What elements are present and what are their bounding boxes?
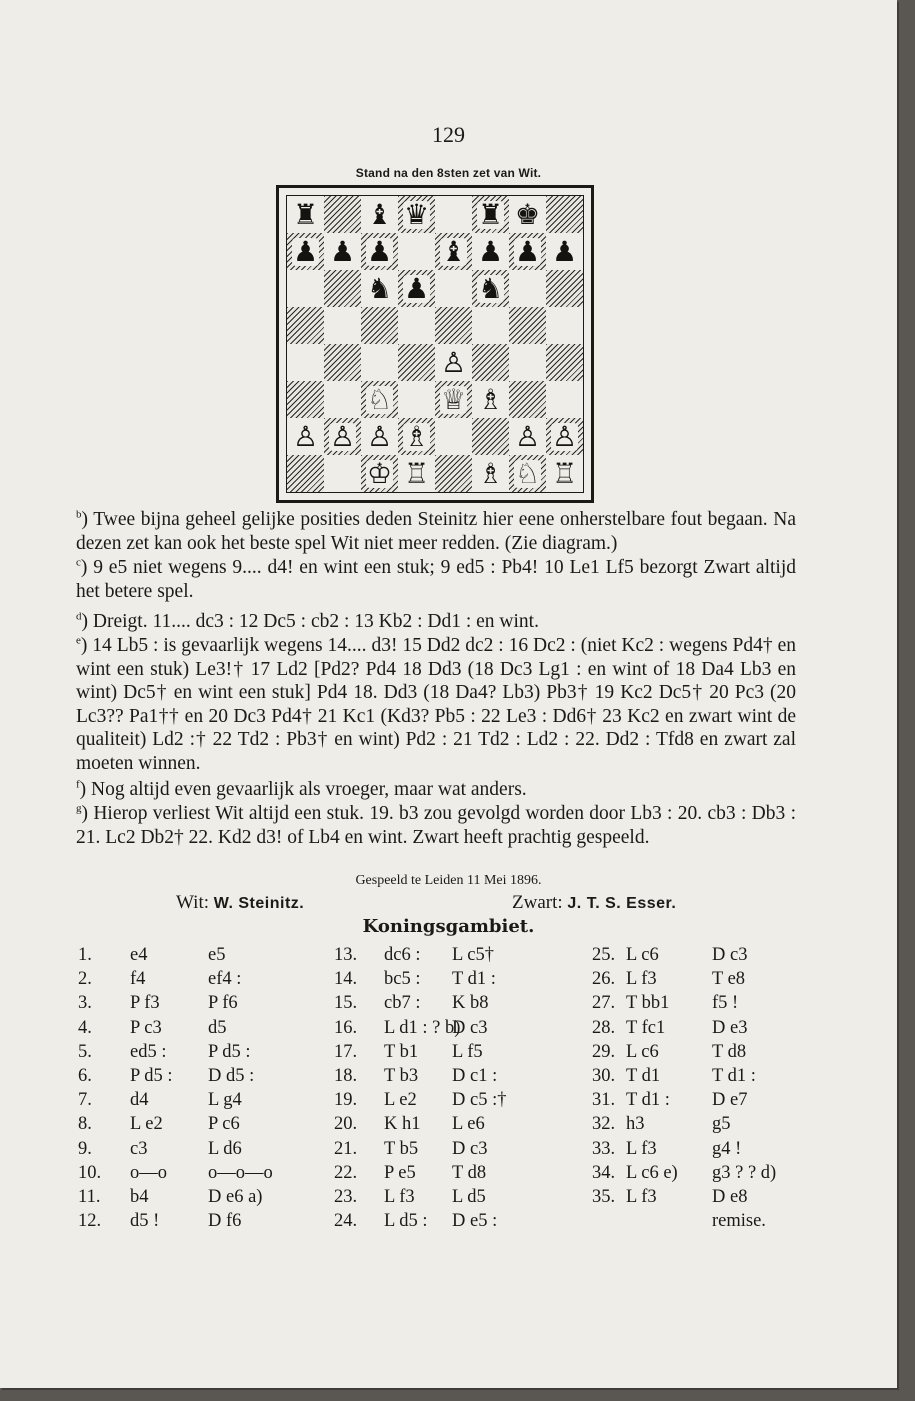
move-number: 3. — [78, 993, 92, 1014]
black-king-icon: ♚ — [514, 197, 541, 231]
black-move: L c5† — [452, 945, 494, 965]
moves-column-1 — [78, 945, 318, 1235]
black-move: D d5 : — [208, 1065, 255, 1086]
square-f5 — [472, 307, 509, 344]
white-move: T b1 — [384, 1041, 419, 1062]
black-move: D c3 — [712, 945, 748, 965]
white-move: o—o — [130, 1162, 167, 1183]
white-move: bc5 : — [384, 969, 421, 990]
move-number: 16. — [334, 1017, 358, 1038]
chessboard — [286, 195, 584, 493]
black-move: L d6 — [208, 1138, 242, 1159]
black-rook-icon: ♜ — [292, 197, 319, 231]
square-h2 — [546, 418, 583, 455]
black-move: T e8 — [712, 969, 746, 990]
white-move: L d5 : — [384, 1211, 428, 1232]
square-e1 — [435, 455, 472, 492]
black-move: D c1 : — [452, 1065, 498, 1086]
move-row — [592, 1066, 812, 1090]
square-d1 — [398, 455, 435, 492]
diagram-caption: Stand na den 8sten zet van Wit. — [355, 166, 542, 180]
white-move: d4 — [130, 1090, 149, 1111]
white-knight-icon: ♘ — [366, 382, 393, 416]
square-e6 — [435, 270, 472, 307]
black-move: T d8 — [452, 1162, 487, 1183]
square-c7 — [361, 233, 398, 270]
square-e4 — [435, 344, 472, 381]
white-move: L f3 — [626, 969, 657, 990]
white-pawn-icon: ♙ — [440, 345, 467, 379]
white-move: P c3 — [130, 1017, 162, 1038]
square-g1 — [509, 455, 546, 492]
white-knight-icon: ♘ — [514, 456, 541, 490]
white-move: T d1 — [626, 1065, 661, 1086]
moves-column-3 — [592, 945, 812, 1235]
black-move: T d1 : — [452, 969, 496, 990]
white-move: P e5 — [384, 1162, 416, 1183]
white-move: c3 — [130, 1138, 148, 1159]
white-move: L e2 — [130, 1114, 163, 1135]
square-d8 — [398, 196, 435, 233]
move-row — [78, 993, 318, 1017]
white-move: L c6 e) — [626, 1162, 678, 1183]
square-b1 — [324, 455, 361, 492]
square-f1 — [472, 455, 509, 492]
white-move: d5 ! — [130, 1211, 160, 1232]
move-row — [334, 1139, 584, 1163]
square-c8 — [361, 196, 398, 233]
white-move: L f3 — [626, 1138, 657, 1159]
move-number: 32. — [592, 1114, 616, 1135]
move-number: 8. — [78, 1114, 92, 1135]
move-row — [78, 1187, 318, 1211]
square-f2 — [472, 418, 509, 455]
move-row — [592, 1187, 812, 1211]
square-a8 — [287, 196, 324, 233]
square-c1 — [361, 455, 398, 492]
black-move: g3 ? ? d) — [712, 1162, 777, 1183]
square-a6 — [287, 270, 324, 307]
game-info: Gespeeld te Leiden 11 Mei 1896. — [355, 873, 542, 888]
move-row — [334, 1163, 584, 1187]
black-move: P f6 — [208, 993, 238, 1014]
move-row — [78, 1139, 318, 1163]
square-e2 — [435, 418, 472, 455]
white-bishop-icon: ♗ — [477, 456, 504, 490]
move-row — [78, 969, 318, 993]
square-h6 — [546, 270, 583, 307]
black-move: o—o—o — [208, 1162, 273, 1183]
square-d3 — [398, 381, 435, 418]
move-number: 7. — [78, 1090, 92, 1111]
move-number: 30. — [592, 1065, 616, 1086]
move-row — [334, 1066, 584, 1090]
white-move: T fc1 — [626, 1017, 666, 1038]
move-number: 13. — [334, 945, 358, 965]
square-e3 — [435, 381, 472, 418]
white-move: L e2 — [384, 1090, 417, 1111]
white-move: cb7 : — [384, 993, 421, 1014]
black-player: Zwart: J. T. S. Esser. — [512, 892, 677, 913]
white-move: dc6 : — [384, 945, 421, 965]
move-row — [592, 993, 812, 1017]
page-number: 129 — [432, 122, 465, 147]
black-move: P d5 : — [208, 1041, 251, 1062]
move-number: 18. — [334, 1065, 358, 1086]
note-b: $^b$) Twee bijna geheel gelijke posities deden Steinitz hier eene onherstelbare fout begaan. Na dezen zet kan ook het beste spel Wit niet meer redden. (Zie diagram.) — [76, 508, 796, 554]
square-c5 — [361, 307, 398, 344]
square-b5 — [324, 307, 361, 344]
black-pawn-icon: ♟ — [329, 234, 356, 268]
square-b6 — [324, 270, 361, 307]
move-row — [78, 1018, 318, 1042]
black-move: D c5 :† — [452, 1090, 507, 1111]
black-move: T d8 — [712, 1041, 747, 1062]
black-move: d5 — [208, 1017, 227, 1038]
black-pawn-icon: ♟ — [514, 234, 541, 268]
move-number: 19. — [334, 1090, 358, 1111]
black-move: D c3 — [452, 1017, 488, 1038]
move-number: 27. — [592, 993, 616, 1014]
white-pawn-icon: ♙ — [329, 419, 356, 453]
white-move: f4 — [130, 969, 146, 990]
move-number: 1. — [78, 945, 92, 965]
square-b4 — [324, 344, 361, 381]
move-row — [78, 1114, 318, 1138]
black-move: e5 — [208, 945, 226, 965]
move-row — [78, 1066, 318, 1090]
move-row — [592, 969, 812, 993]
move-row — [592, 1211, 812, 1235]
square-h8 — [546, 196, 583, 233]
black-move: D e7 — [712, 1090, 748, 1111]
white-rook-icon: ♖ — [551, 456, 578, 490]
black-move: K b8 — [452, 993, 489, 1014]
square-f4 — [472, 344, 509, 381]
square-c6 — [361, 270, 398, 307]
move-row — [78, 1163, 318, 1187]
white-move: P d5 : — [130, 1065, 173, 1086]
move-number: 9. — [78, 1138, 92, 1159]
square-a5 — [287, 307, 324, 344]
white-move: P f3 — [130, 993, 160, 1014]
square-a2 — [287, 418, 324, 455]
square-d5 — [398, 307, 435, 344]
move-number: 4. — [78, 1017, 92, 1038]
move-row — [78, 945, 318, 969]
square-e7 — [435, 233, 472, 270]
white-pawn-icon: ♙ — [514, 419, 541, 453]
move-number: 2. — [78, 969, 92, 990]
black-move: T d1 : — [712, 1065, 756, 1086]
square-a7 — [287, 233, 324, 270]
white-move: T b3 — [384, 1065, 419, 1086]
white-move: T bb1 — [626, 993, 670, 1014]
white-player: Wit: W. Steinitz. — [176, 892, 305, 913]
white-move: b4 — [130, 1186, 149, 1207]
move-row — [592, 1114, 812, 1138]
black-move: P c6 — [208, 1114, 240, 1135]
square-f6 — [472, 270, 509, 307]
square-d2 — [398, 418, 435, 455]
square-d7 — [398, 233, 435, 270]
square-f7 — [472, 233, 509, 270]
moves-column-2 — [334, 945, 584, 1235]
black-move: L g4 — [208, 1090, 242, 1111]
move-number: 33. — [592, 1138, 616, 1159]
move-row — [334, 993, 584, 1017]
black-pawn-icon: ♟ — [366, 234, 393, 268]
move-row — [592, 945, 812, 969]
white-king-icon: ♔ — [366, 456, 393, 490]
black-pawn-icon: ♟ — [403, 271, 430, 305]
move-number: 5. — [78, 1041, 92, 1062]
black-move: L e6 — [452, 1114, 485, 1135]
white-bishop-icon: ♗ — [403, 419, 430, 453]
black-move: L f5 — [452, 1041, 483, 1062]
move-row — [334, 1042, 584, 1066]
move-number: 34. — [592, 1162, 616, 1183]
move-row — [334, 1090, 584, 1114]
move-row — [334, 969, 584, 993]
square-h5 — [546, 307, 583, 344]
move-number: 6. — [78, 1065, 92, 1086]
move-row — [334, 1211, 584, 1235]
black-move: ef4 : — [208, 969, 242, 990]
black-pawn-icon: ♟ — [292, 234, 319, 268]
square-c4 — [361, 344, 398, 381]
opening-title: Koningsgambiet. — [362, 916, 535, 937]
black-move: D e6 a) — [208, 1186, 263, 1207]
square-b8 — [324, 196, 361, 233]
black-move: g4 ! — [712, 1138, 742, 1159]
move-row — [592, 1042, 812, 1066]
black-pawn-icon: ♟ — [477, 234, 504, 268]
white-move: L c6 — [626, 945, 659, 965]
white-move: L c6 — [626, 1041, 659, 1062]
black-knight-icon: ♞ — [366, 271, 393, 305]
white-pawn-icon: ♙ — [551, 419, 578, 453]
black-move: D f6 — [208, 1211, 242, 1232]
note-e: $^e$) 14 Lb5 : is gevaarlijk wegens 14.... d3! 15 Dd2 dc2 : 16 Dc2 : (niet Kc2 : wegens Pd4† en wint een stuk) Le3!† 17 Ld2 [Pd2? Pd4 18 Dd3 (18 Dc3 Lg1 : en wint of 18 Da4 Lb3 en wint) Dc5† en wint een stuk] Pd4 18. Dd3 (18 Da4? Lb3) Pb3† 19 Kc2 Dc5† 20 Pc3 (20 Lc3?? Pa1†† en 20 Dc3 Pd4† 21 Kc1 (Kd3? Pb5 : 22 Le3 : Dd6† 23 Kc2 en zwart wint de qualiteit) Ld2 :† 22 Td2 : Pb3† en wint) Pd2 : 21 Td2 : Ld2 : 22. Dd2 : Tfd8 en zwart zal moeten winnen. — [76, 634, 796, 774]
black-move: D e8 — [712, 1186, 748, 1207]
black-move: L d5 — [452, 1186, 486, 1207]
move-number: 15. — [334, 993, 358, 1014]
square-f3 — [472, 381, 509, 418]
black-move: D e5 : — [452, 1211, 498, 1232]
move-row — [592, 1139, 812, 1163]
move-row — [592, 1163, 812, 1187]
white-move: e4 — [130, 945, 148, 965]
white-move: L f3 — [384, 1186, 415, 1207]
black-move: remise. — [712, 1211, 766, 1232]
square-d4 — [398, 344, 435, 381]
move-number: 29. — [592, 1041, 616, 1062]
square-e8 — [435, 196, 472, 233]
move-row — [592, 1090, 812, 1114]
white-pawn-icon: ♙ — [292, 419, 319, 453]
move-number: 10. — [78, 1162, 102, 1183]
move-row — [334, 945, 584, 969]
move-row — [334, 1018, 584, 1042]
square-g8 — [509, 196, 546, 233]
square-h4 — [546, 344, 583, 381]
move-number: 25. — [592, 945, 616, 965]
square-g2 — [509, 418, 546, 455]
square-e5 — [435, 307, 472, 344]
white-move: L d1 : ? b) — [384, 1017, 461, 1038]
square-g7 — [509, 233, 546, 270]
square-h3 — [546, 381, 583, 418]
black-pawn-icon: ♟ — [551, 234, 578, 268]
white-move: T b5 — [384, 1138, 419, 1159]
white-move: T d1 : — [626, 1090, 670, 1111]
move-number: 11. — [78, 1186, 101, 1207]
black-knight-icon: ♞ — [477, 271, 504, 305]
square-b2 — [324, 418, 361, 455]
square-g3 — [509, 381, 546, 418]
white-move: ed5 : — [130, 1041, 167, 1062]
black-queen-icon: ♛ — [403, 197, 430, 231]
black-move: g5 — [712, 1114, 731, 1135]
move-row — [78, 1090, 318, 1114]
white-pawn-icon: ♙ — [366, 419, 393, 453]
square-a3 — [287, 381, 324, 418]
move-number: 28. — [592, 1017, 616, 1038]
note-g: $^g$) Hierop verliest Wit altijd een stuk. 19. b3 zou gevolgd worden door Lb3 : 20. cb3 : Db3 : 21. Lc2 Db2† 22. Kd2 d3! of Lb4 en wint. Zwart heeft prachtig gespeeld. — [76, 802, 796, 848]
move-number: 12. — [78, 1211, 102, 1232]
black-move: f5 ! — [712, 993, 739, 1014]
move-number: 24. — [334, 1211, 358, 1232]
white-rook-icon: ♖ — [403, 456, 430, 490]
square-b7 — [324, 233, 361, 270]
white-bishop-icon: ♗ — [477, 382, 504, 416]
square-b3 — [324, 381, 361, 418]
square-d6 — [398, 270, 435, 307]
square-g4 — [509, 344, 546, 381]
move-number: 20. — [334, 1114, 358, 1135]
square-h1 — [546, 455, 583, 492]
square-f8 — [472, 196, 509, 233]
move-row — [592, 1018, 812, 1042]
black-move: D c3 — [452, 1138, 488, 1159]
black-bishop-icon: ♝ — [440, 234, 467, 268]
square-g5 — [509, 307, 546, 344]
square-a4 — [287, 344, 324, 381]
white-move: h3 — [626, 1114, 645, 1135]
note-c: $^c$) 9 e5 niet wegens 9.... d4! en wint een stuk; 9 ed5 : Pb4! 10 Le1 Lf5 bezorgt Zwart altijd het betere spel. — [76, 556, 796, 602]
move-row — [334, 1187, 584, 1211]
black-move: D e3 — [712, 1017, 748, 1038]
square-h7 — [546, 233, 583, 270]
square-a1 — [287, 455, 324, 492]
move-row — [78, 1211, 318, 1235]
black-bishop-icon: ♝ — [366, 197, 393, 231]
move-number: 22. — [334, 1162, 358, 1183]
chess-diagram — [276, 185, 594, 503]
white-move: L f3 — [626, 1186, 657, 1207]
note-f: $^f$) Nog altijd even gevaarlijk als vroeger, maar wat anders. — [76, 778, 527, 800]
move-number: 31. — [592, 1090, 616, 1111]
white-move: K h1 — [384, 1114, 421, 1135]
move-row — [334, 1114, 584, 1138]
square-c2 — [361, 418, 398, 455]
move-number: 23. — [334, 1186, 358, 1207]
square-c3 — [361, 381, 398, 418]
note-d: $^d$) Dreigt. 11.... dc3 : 12 Dc5 : cb2 : 13 Kb2 : Dd1 : en wint. — [76, 610, 539, 632]
white-queen-icon: ♕ — [440, 382, 467, 416]
move-number: 21. — [334, 1138, 358, 1159]
move-number: 14. — [334, 969, 358, 990]
move-number: 17. — [334, 1041, 358, 1062]
square-g6 — [509, 270, 546, 307]
move-number: 26. — [592, 969, 616, 990]
move-number: 35. — [592, 1186, 616, 1207]
black-rook-icon: ♜ — [477, 197, 504, 231]
move-row — [78, 1042, 318, 1066]
